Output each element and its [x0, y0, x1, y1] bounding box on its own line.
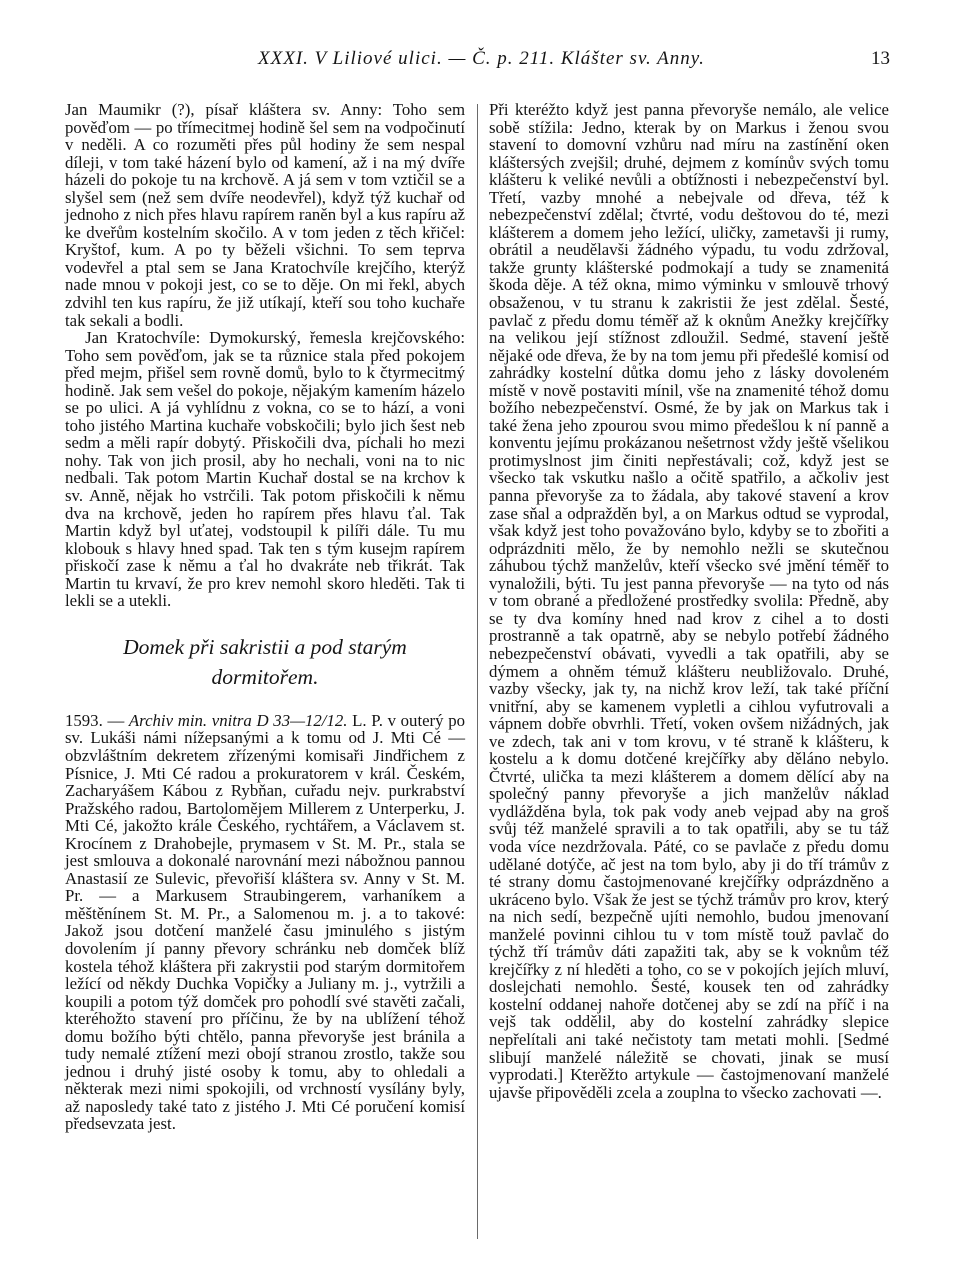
section-title: [65, 632, 465, 692]
record-text: L. P. v outerý po sv. Lukáši námi nížepsanými a k tomu od J. Mti Cé — obzvláštním dekretem zřízenými komisaři Jindřichem z Písnice, J. Mti Cé radou a prokuratorem v král. Českém, Zacharyášem Kábou z Rybňan, cuřadu nejv. purkrabství Pražského radou, Bartolomějem Millerem z Unterperku, J. Mti Cé, jakožto krále Českého, rychtářem, a Václavem st. Krocínem z Drahobejle, prymasem v St. M. Pr., stala se jest smlouva a dokonalé narovnání mezi nábožnou pannou Anastasií ze Sulevic, převořiší kláštera sv. Anny v St. M. Pr. — a Markusem Straubingerem, varhaníkem a měštěnínem St. M. Pr., a Salomenou m. j. a to takové: Jakož jsou dotčení manželé času jminulého s jistým dovolením jí panny převory schránku neb domček blíž kostela téhož kláštera při zakrystii pod starým dormitořem ležící od někdy Duchka Vopičky a Juliany m. j., vytržili a koupili a potom týž domček pro pohodlí své stavěti začali, kteréhožto stavení pro příčinu, že by na ublížení téhož domu božího býti chtělo, panna převoryše jest bránila a tudy nemalé ztížení mezi obojí stranou zrostlo, takže sou jednou i druhý jisté osoby k tomu, aby to ohledali a některak mezi nimi spokojili, od vrchností vysílány byly, až naposledy také tato z jistého J. Mti Cé poručení komisí předsevzata jest.: [65, 710, 465, 1134]
paragraph-agreement-terms: Při kteréžto když jest panna převoryše nemálo, ale velice sobě stížila: Jedno, kterak by on Markus i ženou svou stavení to domovní vzhůru nad míru na zastínění oken kláštersých zvejšil; druhé, dejmem z komínův svých tomu klášteru k veliké nevůli a obtížnosti i nebezpečenství byl. Třetí, vazby mnohé a nebejvale od dřeva, též k nebezpečenství zdělal; čtvrté, vodu deštovou do té, mezi klášterem a domem jeho ležící, uličky, zametavši ji rumy, obrátil a neudělavši žádného výpadu, tu vodu zdržoval, takže grunty klášterské podmokají a tudy se znamenitá škoda děje. A též okna, mimo výminku v smlouvě trhový obsaženou, v tu stranu k zakristii že jest zdělal. Šesté, pavlač z předu domu téměř až k oknům Anežky krejčířky na velikou její stížnost zdloužil. Sedmé, stavení ještě nějaké ode dřeva, že by na tom jemu při předešlé komisí od zahrádky kostelní důtka domu jeho z lásky dovoleném místě v nově postaviti mínil, vše na znamenité téhož domu božího nebezpečenství. Osmé, že by jak on Markus tak i také žena jeho zpourou svou mimo předešlou k ní panně a konventu jejímu prokázanou nešetrnost vždy ještě všelikou protimyslnost jim činiti nepřestávali; což, když jest se všecko tak vskutku našlo a očitě spatřilo, a ačkoliv jest panna převoryše za to žádala, aby takové stavení a krov zase sňal a odpražděn byl, a on Markus odtud se vyprodal, však když jest toho považováno bylo, kdyby se to zbořiti a odprázdniti mělo, že by nemohlo nežli se skutečnou záhubou týchž manželův, kteří všecko své jmění téměř to vynaložili, býti. Tu jest panna převoryše — na tyto od nás v tom obrané a předložené prostředky svolila: Předně, aby se ty dva komíny hned nad krov z cihel a to dosti prostranně a tak opatrně, aby se nebylo potřebí žádného nebezpečenství obávati, vyvedli a tak opatřili, aby se dýmem a ohněm témuž klášteru neubližovalo. Druhé, vazby všecky, jak ty, na nichž krov leží, tak také příční vnitřní, aby se kamenem vypletli a cihlou vyfutrovali a vápnem dobře obvrhli. Třetí, voken ovšem nižádných, jak ve zdech, tak ani v tom krovu, v té straně k klášteru, k kostelu a k domu dotčené krejčířky aby děláno nebylo. Čtvrté, ulička ta mezi klášterem a domem dělící aby na společný panny převoryše a jich manželův náklad vydlážděna byla, tok pak vody aneb vejpad aby na groš svůj též manželé spravili a to tak opatřili, aby se tu táž voda více nezdržovala. Páté, co se pavlače z předu domu udělané dotýče, ač jest na tom bylo, aby ji do tří trámův z té strany domu častojmenované krejčířky odprázdněno a ukráceno bylo. Však že jest se týchž trámův pro krov, který na nich sedí, bezpečně ujíti nemohlo, budou jmenovaní manželé povinni cihlou tu v tom místě touž pavlač do týchž tří trámův dáti zapažiti tak, aby se k voknům též krejčířky z ní hleděti a toho, co se v pokojích jejích mluví, doslejchati nemohlo. Šesté, kousek ten od zahrádky kostelní oddanej nahoře dotčenej aby se zdí na příč i na vejš tak oddělil, aby do kostelní zahrádky slepice nepřelítali ani také nečistoty tam metati mohli. [Sedmé slibují manželé náležitě se chovati, jinak se musí vyprodati.] Kterěžto artykule — častojmenovaní manželé ujavše připověděli zcela a zouplna to všecko zachovati —.: [489, 100, 889, 1102]
section-title-line-2: dormitořem.: [211, 664, 319, 689]
paragraph-record-1593: [65, 712, 465, 1133]
page-number: 13: [871, 48, 890, 69]
left-column: [65, 101, 465, 1133]
column-divider: [477, 104, 478, 1239]
running-head: XXXI. V Liliové ulici. — Č. p. 211. Klášter sv. Anny.: [258, 48, 705, 69]
paragraph-testimony-maumikr: Jan Maumikr (?), písař kláštera sv. Anny: Toho sem pověďom — po třímecitmej hodině šel sem na vodpočinutí v neděli. A co rozuměti přes půl hodiny že sem nespal díleji, v tom také házení bylo od kamení, až i na mý dvíře házeli do pokoje tu na krchově. A já sem v tom vztičil se a slyšel sem (než sem dvíře neodevřel), když týž kuchař od jednoho z nich přes hlavu rapírem raněn byl a kus rapíru až ke dveřům kostelním skočilo. A v tom jeden z těch křičel: Kryštof, kum. A po ty běželi všichni. To sem teprva vodevřel a ptal sem se Jana Kratochvíle krejčího, kterýž nade mnou v pokoji jest, co se to děje. On mi řekl, abych zdvihl ten kus rapíru, že již utíkají, kteří sou toho kuchaře tak sekali a bodli.: [65, 100, 465, 330]
record-dash: —: [102, 710, 129, 730]
record-year: 1593.: [65, 710, 103, 730]
archive-citation: Archiv min. vnitra D 33—12/12.: [128, 710, 348, 730]
right-column: [489, 101, 889, 1101]
section-title-line-1: Domek při sakristii a pod starým: [123, 634, 407, 659]
paragraph-testimony-kratochvile: Jan Kratochvíle: Dymokurský, řemesla krejčovského: Toho sem pověďom, jak se ta různice stala před pokojem před mejm, přišel sem rovně domů, bylo to k čtyrmecitmý hodině. Jak sem vešel do pokoje, nějakým kamením házelo se po ulici. A já vyhlídnu z vokna, co se to hází, a voni toho jistého Martina kuchaře vobskočili; bylo jich šest neb sedm a měli rapír dobytý. Přiskočili dva, píchali ho mezi nohy. Tak von jich prosil, aby ho nechali, voni na to nic nedbali. Tak potom Martin Kuchař dostal se na krchov k sv. Anně, nějak ho vstrčili. Tak potom přiskočili k němu dva na krchově, jeden ho rapírem přes hlavu ťal. Tak Martin když byl uťatej, vodstoupil k pilíři dále. Tu mu klobouk s hlavy hned spad. Tak ten s tým kusejm rapírem přiskočí zase k němu a ťal ho dvakráte neb třikrát. Tak Martin tu krvaví, že pro krev nemohl skoro hleděti. Tak ti lekli se a utekli.: [65, 328, 465, 611]
